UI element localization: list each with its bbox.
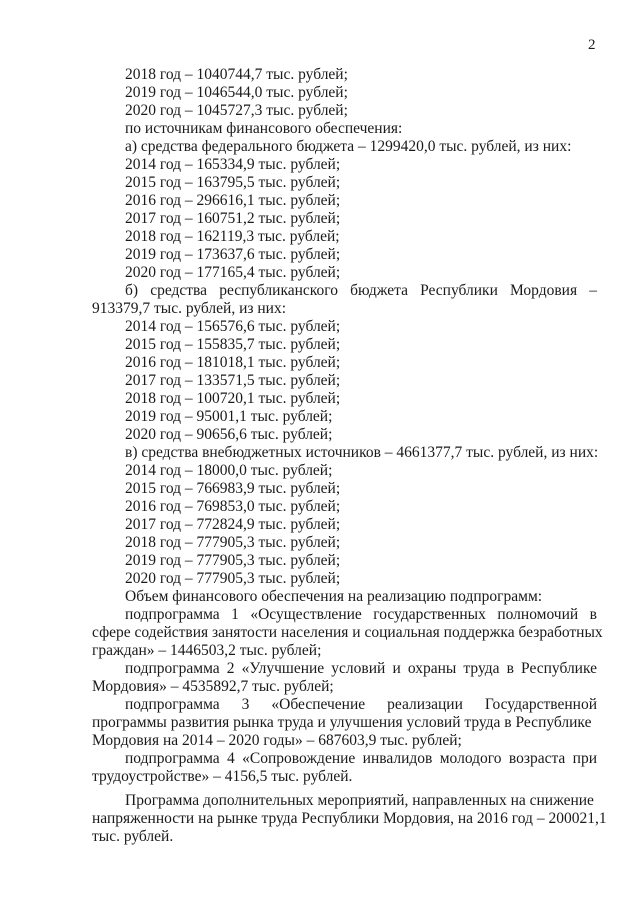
text-line: 2015 год – 163795,5 тыс. рублей; bbox=[125, 174, 341, 191]
text-line: граждан» – 1446503,2 тыс. рублей; bbox=[92, 642, 322, 659]
text-line: 2016 год – 296616,1 тыс. рублей; bbox=[125, 192, 341, 209]
text-line: 913379,7 тыс. рублей, из них: bbox=[92, 300, 287, 317]
text-line: трудоустройстве» – 4156,5 тыс. рублей. bbox=[92, 768, 353, 785]
text-line: 2018 год – 1040744,7 тыс. рублей; bbox=[125, 66, 348, 83]
text-line: Мордовия на 2014 – 2020 годы» – 687603,9 тыс. рублей; bbox=[92, 732, 462, 749]
text-line: Программа дополнительных мероприятий, направленных на снижение bbox=[125, 792, 594, 809]
text-line: сфере содействия занятости населения и социальная поддержка безработных bbox=[92, 624, 603, 641]
text-line: 2017 год – 772824,9 тыс. рублей; bbox=[125, 516, 341, 533]
text-line: по источникам финансового обеспечения: bbox=[125, 120, 403, 137]
text-line: 2017 год – 133571,5 тыс. рублей; bbox=[125, 372, 341, 389]
text-line: 2019 год – 173637,6 тыс. рублей; bbox=[125, 246, 341, 263]
text-line: 2018 год – 100720,1 тыс. рублей; bbox=[125, 390, 341, 407]
text-line: программы развития рынка труда и улучшения условий труда в Республике bbox=[92, 714, 592, 731]
text-line: 2019 год – 95001,1 тыс. рублей; bbox=[125, 408, 333, 425]
text-line: б) средства республиканского бюджета Республики Мордовия – bbox=[125, 282, 597, 299]
text-line: 2019 год – 777905,3 тыс. рублей; bbox=[125, 552, 341, 569]
text-line: 2017 год – 160751,2 тыс. рублей; bbox=[125, 210, 341, 227]
text-line: в) средства внебюджетных источников – 4661377,7 тыс. рублей, из них: bbox=[125, 444, 599, 461]
page-number: 2 bbox=[588, 37, 596, 53]
text-line: 2015 год – 766983,9 тыс. рублей; bbox=[125, 480, 341, 497]
text-line: тыс. рублей. bbox=[92, 828, 174, 845]
text-line: 2018 год – 162119,3 тыс. рублей; bbox=[125, 228, 340, 245]
text-line: напряженности на рынке труда Республики Мордовия, на 2016 год – 200021,1 bbox=[92, 810, 607, 827]
text-line: 2018 год – 777905,3 тыс. рублей; bbox=[125, 534, 341, 551]
text-line: подпрограмма 3 «Обеспечение реализации Государственной bbox=[125, 696, 597, 713]
text-line: а) средства федерального бюджета – 1299420,0 тыс. рублей, из них: bbox=[125, 138, 572, 155]
text-line: подпрограмма 2 «Улучшение условий и охраны труда в Республике bbox=[125, 660, 597, 677]
text-line: 2014 год – 156576,6 тыс. рублей; bbox=[125, 318, 341, 335]
text-line: 2019 год – 1046544,0 тыс. рублей; bbox=[125, 84, 348, 101]
text-line: 2020 год – 90656,6 тыс. рублей; bbox=[125, 426, 333, 443]
text-line: 2014 год – 18000,0 тыс. рублей; bbox=[125, 462, 333, 479]
text-line: 2016 год – 769853,0 тыс. рублей; bbox=[125, 498, 341, 515]
text-line: подпрограмма 1 «Осуществление государственных полномочий в bbox=[125, 606, 597, 623]
text-line: подпрограмма 4 «Сопровождение инвалидов молодого возраста при bbox=[125, 750, 597, 767]
text-line: 2020 год – 177165,4 тыс. рублей; bbox=[125, 264, 341, 281]
text-line: Объем финансового обеспечения на реализацию подпрограмм: bbox=[125, 588, 543, 605]
text-line: 2015 год – 155835,7 тыс. рублей; bbox=[125, 336, 341, 353]
text-line: Мордовия» – 4535892,7 тыс. рублей; bbox=[92, 678, 334, 695]
text-line: 2014 год – 165334,9 тыс. рублей; bbox=[125, 156, 341, 173]
text-line: 2020 год – 777905,3 тыс. рублей; bbox=[125, 570, 341, 587]
text-line: 2020 год – 1045727,3 тыс. рублей; bbox=[125, 102, 348, 119]
text-line: 2016 год – 181018,1 тыс. рублей; bbox=[125, 354, 341, 371]
